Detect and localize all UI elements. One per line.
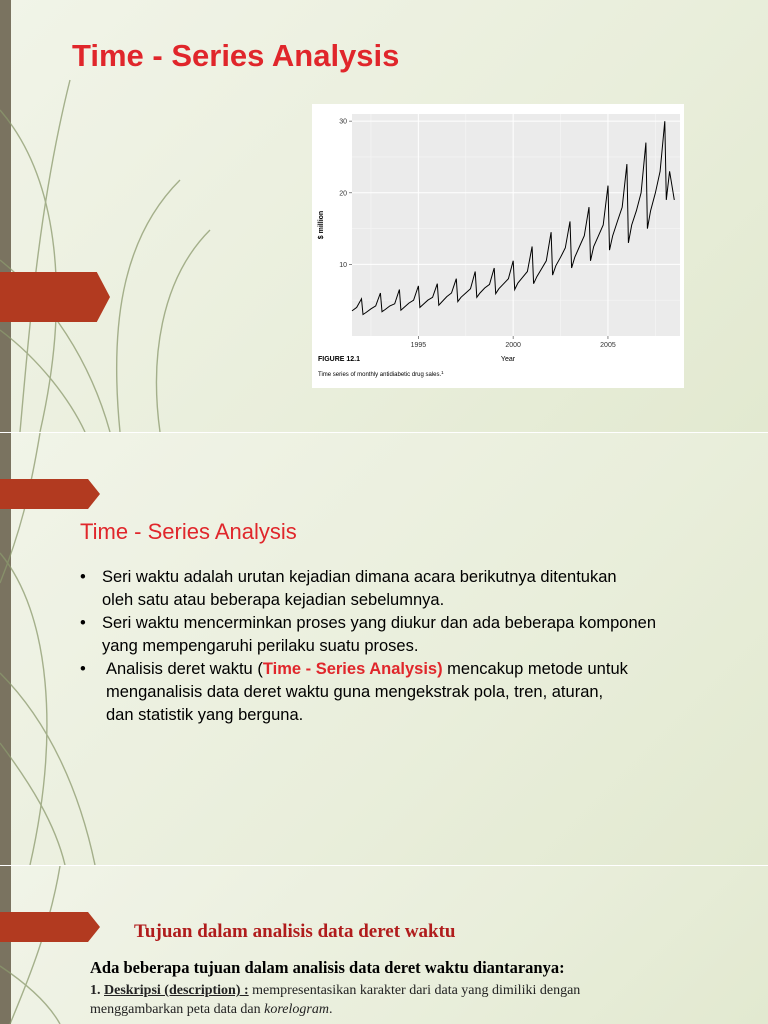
- bullet-text: Analisis deret waktu (: [106, 660, 263, 678]
- slide-1: [0, 0, 768, 432]
- x-axis-label: Year: [500, 356, 516, 363]
- red-arrow-tab: [0, 479, 100, 509]
- x-tick-label: 2005: [600, 342, 616, 349]
- figure-caption-label: FIGURE 12.1: [318, 356, 361, 363]
- bullet-text: yang mempengaruhi perilaku suatu proses.: [102, 637, 419, 655]
- bullet-text: menganalisis data deret waktu guna mengekstrak pola, tren, aturan,: [106, 683, 604, 701]
- item-italic: korelogram: [264, 1002, 329, 1017]
- bullet-text: mencakup metode untuk: [442, 660, 628, 678]
- highlight-term: Time - Series Analysis): [262, 660, 443, 678]
- x-tick-label: 2000: [505, 342, 521, 349]
- slide-2: [0, 433, 768, 865]
- list-item: [90, 981, 670, 1019]
- y-axis-label: $ million: [318, 210, 325, 240]
- red-arrow-tab: [0, 272, 110, 322]
- figure-caption-sup: 1: [441, 370, 444, 375]
- slide-3: [0, 866, 768, 1024]
- y-tick-label: 30: [339, 118, 347, 126]
- item-number: 1.: [90, 983, 101, 998]
- red-arrow-tab: [0, 912, 100, 942]
- slide-title: Tujuan dalam analisis data deret waktu: [134, 921, 456, 942]
- bullet-item: [76, 612, 766, 658]
- bullet-text: dan statistik yang berguna.: [106, 706, 304, 724]
- figure-caption-text: Time series of monthly antidiabetic drug sales.: [318, 372, 442, 378]
- plot-panel: [352, 114, 680, 336]
- time-series-chart: [312, 104, 684, 388]
- item-text: mempresentasikan karakter dari data yang dimiliki dengan menggambarkan peta data dan: [90, 983, 581, 1017]
- slide-title: Time - Series Analysis: [80, 519, 297, 544]
- bullet-list: [76, 566, 766, 727]
- bullet-text: Seri waktu adalah urutan kejadian dimana acara berikutnya ditentukan: [102, 568, 617, 586]
- figure-12-1: [312, 104, 684, 388]
- item-end: .: [328, 1002, 333, 1017]
- figure-caption: [318, 370, 444, 378]
- x-tick-label: 1995: [410, 342, 427, 349]
- item-lead: Deskripsi (description) :: [104, 983, 249, 998]
- bullet-text: oleh satu atau beberapa kejadian sebelumnya.: [102, 591, 445, 609]
- y-tick-label: 20: [339, 190, 347, 198]
- bullet-item: [76, 658, 766, 727]
- y-tick-label: 10: [339, 261, 347, 269]
- bullet-item: [76, 566, 766, 612]
- bullet-text: Seri waktu mencerminkan proses yang diukur dan ada beberapa komponen: [102, 614, 656, 632]
- intro-text: Ada beberapa tujuan dalam analisis data deret waktu diantaranya:: [90, 958, 565, 977]
- slide-title: Time - Series Analysis: [72, 38, 400, 73]
